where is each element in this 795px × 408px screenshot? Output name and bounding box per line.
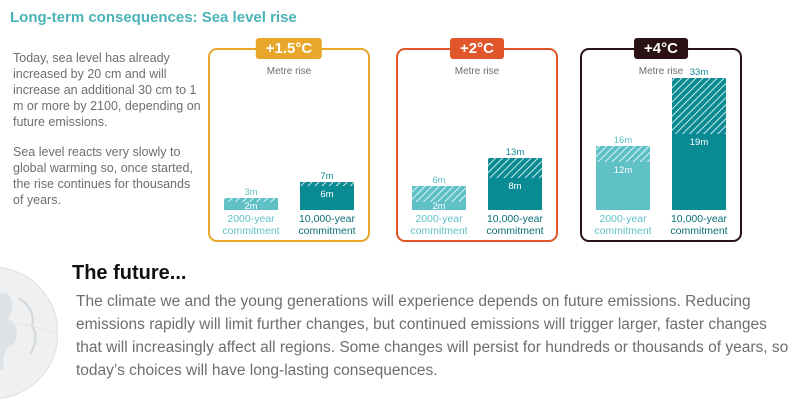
category-label: commitment — [594, 225, 652, 237]
category-label: 10,000-year — [298, 213, 356, 225]
bar-high-label: 13m — [505, 147, 525, 158]
category-label: commitment — [298, 225, 356, 237]
chart-panel-2c — [396, 40, 558, 242]
category-label: 10,000-year — [670, 213, 728, 225]
intro-paragraph-2: Sea level reacts very slowly to global warming so, once started, the rise continues for thousands of years. — [13, 145, 193, 207]
bar-chart — [582, 50, 744, 244]
intro-text — [13, 50, 203, 222]
category-label: 2000-year — [599, 213, 647, 225]
future-heading: The future... — [72, 262, 187, 284]
bar-upper-range — [300, 182, 354, 186]
category-label: commitment — [410, 225, 468, 237]
unit-label: Metre rise — [266, 66, 312, 77]
bar-high-label: 7m — [320, 171, 334, 182]
bar-upper-range — [488, 158, 542, 178]
bar-low-label: 2m — [432, 201, 446, 212]
warming-badge: +4°C — [634, 38, 688, 59]
category-label: 2000-year — [415, 213, 463, 225]
bar-high-label: 3m — [244, 187, 258, 198]
chart-panel-4c — [580, 40, 742, 242]
bar-upper-range — [412, 186, 466, 202]
bar-high-label: 6m — [432, 175, 446, 186]
future-paragraph: The climate we and the young generations will experience depends on future emissions. Reducing emissions rapidly will limit further changes, but continued emissions will trigger larger, faster changes that will increasingly affect all regions. Some changes will persist for hundreds or thousands of years, so today’s choices will have long-lasting consequences. — [76, 293, 789, 379]
bar-upper-range — [596, 146, 650, 162]
bar-low-label: 2m — [244, 201, 258, 212]
bar-upper-range — [672, 78, 726, 134]
warming-badge: +1.5°C — [256, 38, 322, 59]
category-label: commitment — [222, 225, 280, 237]
category-label: commitment — [486, 225, 544, 237]
category-label: commitment — [670, 225, 728, 237]
bar-chart — [398, 50, 560, 244]
bar-low-label: 19m — [689, 137, 709, 148]
bar-high-label: 16m — [613, 135, 633, 146]
category-label: 10,000-year — [486, 213, 544, 225]
bar-low-label: 8m — [508, 181, 522, 192]
bar-low-label: 12m — [613, 165, 633, 176]
bar-chart — [210, 50, 372, 244]
globe-illustration — [0, 258, 58, 408]
intro-paragraph-1: Today, sea level has already increased by 20 cm and will increase an additional 30 cm to 1 m or more by 2100, depending on future emissions. — [13, 51, 201, 129]
page-title: Long-term consequences: Sea level rise — [10, 9, 297, 26]
warming-badge: +2°C — [450, 38, 504, 59]
bar-high-label: 33m — [689, 67, 709, 78]
category-label: 2000-year — [227, 213, 275, 225]
unit-label: Metre rise — [454, 66, 500, 77]
chart-panel-1-5c — [208, 40, 370, 242]
bar-low-label: 6m — [320, 189, 334, 200]
unit-label: Metre rise — [638, 66, 684, 77]
